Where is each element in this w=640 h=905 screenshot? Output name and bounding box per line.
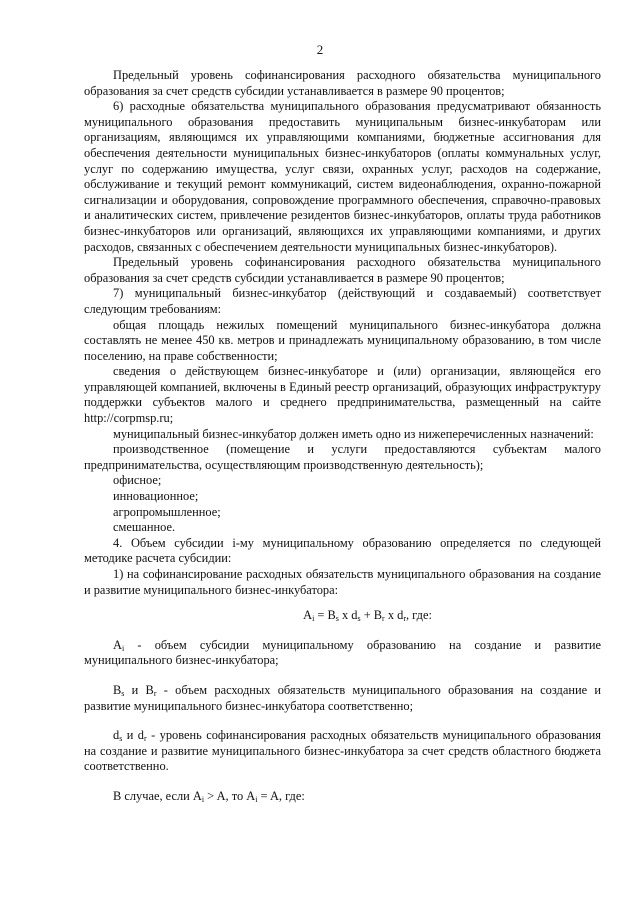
definition-bs-br: $B_s$ и $B_r$ - объем расходных обязательств муниципального образования на создание и развитие муниципального бизнес-инкубатора соответственно; (84, 682, 601, 713)
list-item: агропромышленное; (113, 504, 221, 519)
page-number: 2 (316, 42, 324, 57)
paragraph: 1) на софинансирование расходных обязательств муниципального образования на создание и развитие муниципального бизнес-инкубатора: (84, 567, 601, 597)
list-item: смешанное. (113, 520, 176, 535)
list-item: офисное; (113, 473, 162, 488)
paragraph: общая площадь нежилых помещений муниципального бизнес-инкубатора должна составлять не менее 450 кв. метров и принадлежать муниципальному образованию, в том числе поселению, на праве собственности; (84, 317, 601, 363)
paragraph: Предельный уровень софинансирования расходного обязательства муниципального образования за счет средств субсидии устанавливается в размере 90 процентов; (84, 68, 601, 98)
list-item: инновационное; (113, 489, 199, 504)
case-condition: В случае, если $A_i > A$, то $A_i = A$, где: (113, 788, 305, 804)
definition-ai: $A_i$ - объем субсидии муниципальному образованию на создание и развитие муниципального бизнес-инкубатора; (84, 637, 601, 668)
formula: $A_i = B_s$ x $d_s + B_r$ x $d_r$, где: (303, 608, 432, 624)
paragraph: Предельный уровень софинансирования расходного обязательства муниципального образования за счет средств субсидии устанавливается в размере 90 процентов; (84, 255, 601, 285)
paragraph: сведения о действующем бизнес-инкубаторе и (или) организации, являющейся его управляющей компанией, включены в Единый реестр организаций, образующих инфраструктуру поддержки субъектов малого и среднего предпринимательства, размещенный на сайте http://corpmsp.ru; (84, 364, 601, 426)
paragraph: 6) расходные обязательства муниципального образования предусматривают обязанность муниципального образования предоставить муниципальным бизнес-инкубаторам или организациям, являющимся их управляющими компаниями, бюджетные ассигнования для обеспечения деятельности муниципальных бизнес-инкубаторов (оплаты коммунальных услуг, услуг по содержанию имущества, услуг связи, охранных услуг, расходов на содержание, обслуживание и текущий ремонт коммуникаций, систем видеонаблюдения, охранно-пожарной сигнализации и оборудования, сопровождение программного обеспечения, справочно-правовых и аналитических систем, привлечение резидентов бизнес-инкубаторов, оплаты труда работников бизнес-инкубаторов или организаций, являющихся их управляющими компаниями, и других расходов, связанных с обеспечением деятельности муниципальных бизнес-инкубаторов). (84, 99, 601, 254)
definition-ds-dr: $d_s$ и $d_r$ - уровень софинансирования расходных обязательств муниципального образования на создание и развитие муниципального бизнес-инкубатора за счет средств областного бюджета соответственно. (84, 728, 601, 774)
body-text (84, 68, 601, 805)
paragraph: 4. Объем субсидии i-му муниципальному образованию определяется по следующей методике расчета субсидии: (84, 535, 601, 566)
paragraph: муниципальный бизнес-инкубатор должен иметь одно из нижеперечисленных назначений: (113, 426, 594, 441)
paragraph: 7) муниципальный бизнес-инкубатор (действующий и создаваемый) соответствует следующим требованиям: (84, 286, 601, 316)
paragraph: производственное (помещение и услуги предоставляются субъектам малого предпринимательства, осуществляющим производственную деятельность); (84, 442, 601, 472)
